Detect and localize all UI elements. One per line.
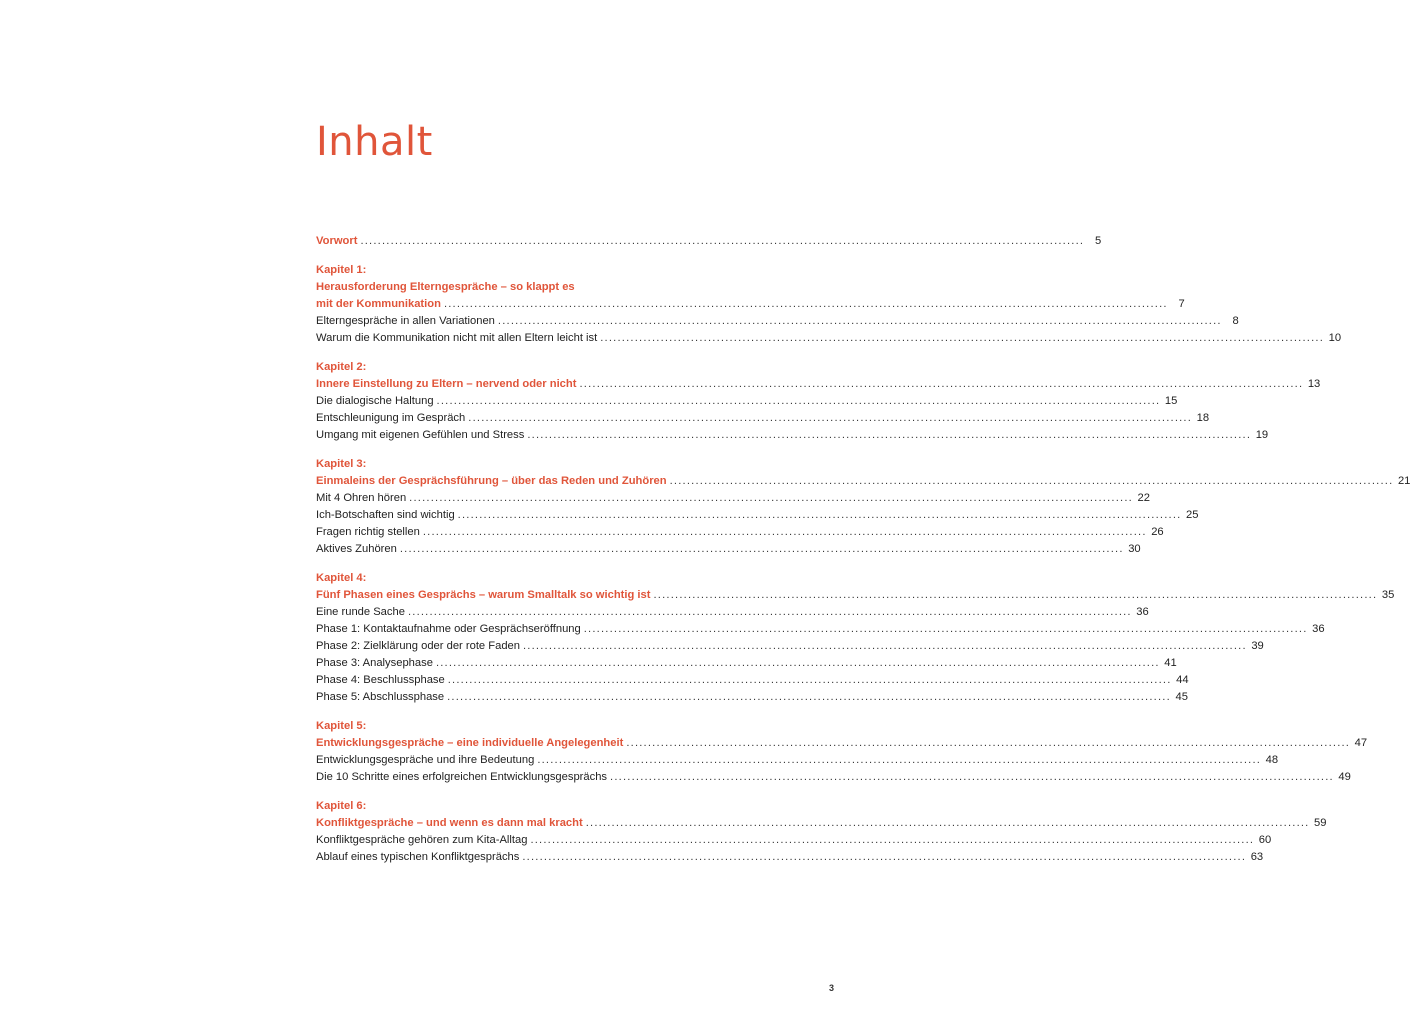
toc-page-number: 25 bbox=[1186, 509, 1199, 521]
toc-page-number: 35 bbox=[1381, 589, 1395, 601]
toc-section-entry[interactable] bbox=[316, 427, 1269, 444]
chapter-spacer bbox=[316, 706, 733, 718]
toc-section-entry[interactable] bbox=[316, 752, 1279, 769]
toc-chapter-entry[interactable] bbox=[316, 473, 1410, 490]
dot-leader bbox=[600, 330, 1324, 347]
toc-section-entry[interactable] bbox=[316, 410, 1210, 427]
dot-leader bbox=[522, 849, 1246, 866]
toc-chapter-entry[interactable] bbox=[316, 570, 733, 587]
dot-leader bbox=[626, 735, 1350, 752]
toc-chapter-entry[interactable] bbox=[316, 798, 733, 815]
dot-leader bbox=[409, 490, 1133, 507]
toc-page-number: 63 bbox=[1250, 851, 1264, 863]
toc-section-entry[interactable] bbox=[316, 672, 1189, 689]
dot-leader bbox=[523, 638, 1247, 655]
toc-section-entry[interactable] bbox=[316, 638, 1264, 655]
toc-page-number: 8 bbox=[1232, 315, 1239, 327]
toc-page-number: 5 bbox=[1095, 235, 1102, 247]
toc-entry-title: Eine runde Sache bbox=[316, 606, 405, 618]
toc-entry-title: Elterngespräche in allen Variationen bbox=[316, 315, 495, 327]
toc-entry-title: Konfliktgespräche – und wenn es dann mal kracht bbox=[316, 817, 583, 829]
toc-page-number: 48 bbox=[1265, 754, 1279, 766]
toc-section-entry[interactable] bbox=[316, 541, 1141, 558]
page-number: 3 bbox=[829, 983, 835, 993]
toc-entry-title: Kapitel 2: bbox=[316, 361, 367, 373]
toc-entry-title: Phase 5: Abschlussphase bbox=[316, 691, 445, 703]
dot-leader bbox=[670, 473, 1394, 490]
toc-entry-title: Kapitel 3: bbox=[316, 458, 367, 470]
chapter-spacer bbox=[316, 786, 733, 798]
dot-leader bbox=[654, 587, 1378, 604]
dot-leader bbox=[584, 621, 1308, 638]
toc-page-number: 41 bbox=[1164, 657, 1177, 669]
toc-page-number: 49 bbox=[1338, 771, 1351, 783]
toc-entry-title: Phase 1: Kontaktaufnahme oder Gesprächseröffnung bbox=[316, 623, 581, 635]
toc-chapter-entry[interactable] bbox=[316, 815, 1327, 832]
toc-entry-title: Konfliktgespräche gehören zum Kita-Alltag bbox=[316, 834, 528, 846]
toc-page-number: 22 bbox=[1137, 492, 1150, 504]
toc-section-entry[interactable] bbox=[316, 849, 1264, 866]
toc-page-number: 36 bbox=[1312, 623, 1325, 635]
dot-leader bbox=[468, 410, 1192, 427]
toc-entry-title: Fragen richtig stellen bbox=[316, 526, 420, 538]
toc-entry-title: Entwicklungsgespräche – eine individuelle Angelegenheit bbox=[316, 737, 624, 749]
toc-page-number: 26 bbox=[1151, 526, 1164, 538]
toc-chapter-entry[interactable] bbox=[316, 279, 733, 296]
table-of-contents bbox=[316, 233, 1410, 866]
toc-entry-title: Entschleunigung im Gespräch bbox=[316, 412, 466, 424]
dot-leader bbox=[408, 604, 1132, 621]
dot-leader bbox=[586, 815, 1310, 832]
dot-leader bbox=[444, 296, 1168, 313]
dot-leader bbox=[537, 752, 1261, 769]
toc-section-entry[interactable] bbox=[316, 490, 1150, 507]
chapter-spacer bbox=[316, 558, 733, 570]
dot-leader bbox=[447, 689, 1171, 706]
toc-chapter-entry[interactable] bbox=[316, 735, 1368, 752]
toc-entry-title: Kapitel 5: bbox=[316, 720, 367, 732]
chapter-spacer bbox=[316, 444, 733, 456]
toc-entry-title: Kapitel 6: bbox=[316, 800, 367, 812]
toc-entry-title: Warum die Kommunikation nicht mit allen Eltern leicht ist bbox=[316, 332, 598, 344]
toc-section-entry[interactable] bbox=[316, 393, 1178, 410]
toc-entry-title: Kapitel 4: bbox=[316, 572, 367, 584]
toc-section-entry[interactable] bbox=[316, 604, 1149, 621]
toc-chapter-entry[interactable] bbox=[316, 296, 1185, 313]
dot-leader bbox=[436, 655, 1160, 672]
dot-leader bbox=[530, 832, 1254, 849]
toc-entry-title: Phase 4: Beschlussphase bbox=[316, 674, 445, 686]
toc-section-entry[interactable] bbox=[316, 524, 1164, 541]
toc-section-entry[interactable] bbox=[316, 655, 1177, 672]
toc-entry-title: Phase 2: Zielklärung oder der rote Faden bbox=[316, 640, 520, 652]
toc-chapter-entry[interactable] bbox=[316, 262, 733, 279]
toc-entry-title: mit der Kommunikation bbox=[316, 298, 441, 310]
toc-entry-title: Ich-Botschaften sind wichtig bbox=[316, 509, 455, 521]
toc-page-number: 7 bbox=[1178, 298, 1185, 310]
dot-leader bbox=[423, 524, 1147, 541]
toc-page-number: 13 bbox=[1307, 378, 1321, 390]
toc-page-number: 39 bbox=[1251, 640, 1264, 652]
toc-chapter-entry[interactable] bbox=[316, 718, 733, 735]
toc-entry-title: Mit 4 Ohren hören bbox=[316, 492, 407, 504]
toc-page-number: 44 bbox=[1176, 674, 1189, 686]
dot-leader bbox=[437, 393, 1161, 410]
toc-entry-title: Innere Einstellung zu Eltern – nervend oder nicht bbox=[316, 378, 577, 390]
chapter-spacer bbox=[316, 347, 733, 359]
toc-chapter-entry[interactable] bbox=[316, 456, 733, 473]
toc-chapter-entry[interactable] bbox=[316, 587, 1395, 604]
toc-entry-title: Fünf Phasen eines Gesprächs – warum Smalltalk so wichtig ist bbox=[316, 589, 651, 601]
toc-section-entry[interactable] bbox=[316, 689, 1188, 706]
toc-entry-title: Aktives Zuhören bbox=[316, 543, 397, 555]
toc-page-number: 45 bbox=[1175, 691, 1188, 703]
dot-leader bbox=[400, 541, 1124, 558]
dot-leader bbox=[360, 233, 1084, 250]
toc-page-number: 19 bbox=[1255, 429, 1269, 441]
dot-leader bbox=[498, 313, 1222, 330]
toc-page-number: 21 bbox=[1397, 475, 1410, 487]
chapter-spacer bbox=[316, 250, 733, 262]
toc-section-entry[interactable] bbox=[316, 313, 1239, 330]
toc-entry-title: Die 10 Schritte eines erfolgreichen Entwicklungsgesprächs bbox=[316, 771, 608, 783]
toc-page-number: 47 bbox=[1354, 737, 1368, 749]
toc-page-number: 36 bbox=[1136, 606, 1149, 618]
toc-entry-title: Einmaleins der Gesprächsführung – über das Reden und Zuhören bbox=[316, 475, 667, 487]
toc-page-number: 59 bbox=[1314, 817, 1327, 829]
toc-section-entry[interactable] bbox=[316, 832, 1272, 849]
toc-page-number: 15 bbox=[1164, 395, 1178, 407]
toc-page-number: 18 bbox=[1196, 412, 1210, 424]
dot-leader bbox=[458, 507, 1182, 524]
toc-entry-title: Herausforderung Elterngespräche – so klappt es bbox=[316, 281, 575, 293]
toc-chapter-entry[interactable] bbox=[316, 233, 1102, 250]
toc-entry-title: Umgang mit eigenen Gefühlen und Stress bbox=[316, 429, 525, 441]
toc-section-entry[interactable] bbox=[316, 621, 1325, 638]
page-title: Inhalt bbox=[316, 119, 433, 165]
dot-leader bbox=[527, 427, 1251, 444]
toc-entry-title: Die dialogische Haltung bbox=[316, 395, 434, 407]
toc-entry-title: Ablauf eines typischen Konfliktgesprächs bbox=[316, 851, 520, 863]
dot-leader bbox=[610, 769, 1334, 786]
dot-leader bbox=[579, 376, 1303, 393]
toc-entry-title: Kapitel 1: bbox=[316, 264, 367, 276]
toc-section-entry[interactable] bbox=[316, 330, 1342, 347]
toc-entry-title: Vorwort bbox=[316, 235, 358, 247]
toc-page-number: 10 bbox=[1328, 332, 1342, 344]
toc-entry-title: Entwicklungsgespräche und ihre Bedeutung bbox=[316, 754, 535, 766]
toc-chapter-entry[interactable] bbox=[316, 359, 733, 376]
toc-entry-title: Phase 3: Analysephase bbox=[316, 657, 433, 669]
toc-section-entry[interactable] bbox=[316, 769, 1351, 786]
toc-page-number: 60 bbox=[1258, 834, 1272, 846]
toc-section-entry[interactable] bbox=[316, 507, 1199, 524]
toc-page-number: 30 bbox=[1128, 543, 1141, 555]
dot-leader bbox=[448, 672, 1172, 689]
toc-chapter-entry[interactable] bbox=[316, 376, 1321, 393]
